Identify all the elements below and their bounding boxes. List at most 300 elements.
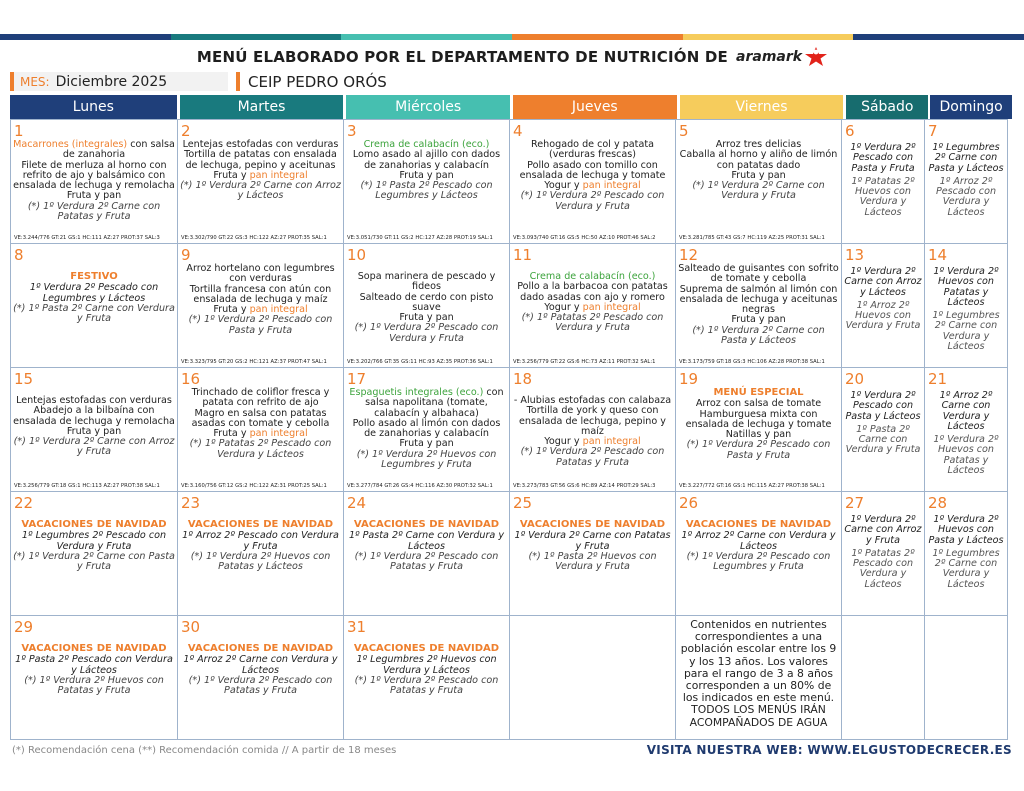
day-cell-15 [10,367,178,492]
day-number: 31 [347,618,367,636]
info-row [10,72,1014,91]
day-cell-8 [10,243,178,368]
day-cell-26 [675,491,842,616]
menu-text: Magro en salsa con patatas asadas con tomate y cebolla [191,407,330,429]
empty-cell [675,615,842,740]
week-row [10,491,1014,616]
menu-text: (*) 1º Verdura 2º Pescado con Pasta y Fruta [188,314,333,336]
menu-line [180,520,341,530]
menu-line [180,655,341,676]
menu-text: Fruta y pan [66,425,122,437]
menu-line [180,150,341,171]
menu-text: Fruta y pan [731,314,786,326]
day-header-sábado: Sábado [846,95,928,119]
day-number: 26 [679,494,699,512]
day-cell-24 [343,491,510,616]
weekend-lunch: 1º Arroz 2º Carne con Verdura y Lácteos [939,390,993,432]
school-field [236,72,1014,91]
top-color-segment [171,34,342,40]
menu-text: Yogur y [544,180,583,192]
menu-text: Trinchado de coliflor fresca y patata con refrito de ajo [191,387,330,409]
pan-integral-text: pan integral [582,436,641,448]
day-number: 17 [347,370,367,388]
menu-line [346,419,507,440]
menu-line [512,520,673,530]
menu-line [180,676,341,697]
day-cell-28 [924,491,1008,616]
weekend-lunch: 1º Verdura 2º Carne con Arroz y Fruta [844,514,922,546]
menu-line [512,406,673,437]
day-number: 6 [845,122,855,140]
menu-line [346,150,507,171]
menu-line [13,531,175,552]
header [0,44,1024,70]
day-number: 16 [181,370,201,388]
menu-line [13,644,175,654]
menu-line [346,531,507,552]
menu-line [180,409,341,430]
menu-line [678,150,839,171]
menu-text: VACACIONES DE NAVIDAD [519,519,666,530]
menu-text: Yogur y [544,301,583,313]
day-number: 14 [928,246,948,264]
day-number: 13 [845,246,865,264]
menu-line [346,644,507,654]
menu-text: MENÚ ESPECIAL [713,387,804,398]
day-number: 25 [513,494,533,512]
menu-line [346,520,507,530]
day-cell-9 [177,243,344,368]
day-number: 3 [347,122,357,140]
week-row [10,615,1014,740]
day-cell-21 [924,367,1008,492]
menu-text: VACACIONES DE NAVIDAD [685,519,832,530]
empty-cell [509,615,676,740]
day-cell-31 [343,615,510,740]
empty-cell [841,615,925,740]
day-cell-29 [10,615,178,740]
day-number: 28 [928,494,948,512]
day-number: 21 [928,370,948,388]
menu-line [180,285,341,306]
month-value: Diciembre 2025 [55,73,168,90]
menu-line [180,315,341,336]
menu-line [512,447,673,468]
weekend-menu [926,515,1006,590]
day-number: 29 [14,618,34,636]
day-cell-13 [841,243,925,368]
menu-line [180,531,341,552]
nutrition-values: VE:3.273/783 GT:56 GS:6 HC:89 AZ:14 PROT:29 SAL:3 [513,483,656,489]
aramark-star-icon [805,47,827,67]
menu-line [13,520,175,530]
menu-text: Tortilla francesa con atún con ensalada de lechuga y maíz [189,283,332,305]
weekend-menu [843,515,923,590]
menu-text-suffix: con salsa de zanahoria [62,139,175,161]
menu-text: Salteado de cerdo con pisto suave [359,291,494,313]
menu-line [512,191,673,212]
menu-text: (*) 1º Verdura 2º Pescado con Pasta y Fruta [686,439,831,461]
top-color-segment [853,34,1024,40]
nutrition-values: VE:3.051/730 GT:11 GS:2 HC:127 AZ:28 PROT:19 SAL:1 [347,235,493,241]
menu-text: VACACIONES DE NAVIDAD [21,519,167,530]
day-number: 22 [14,494,34,512]
menu-line [678,264,839,285]
day-number: 7 [928,122,938,140]
menu-text: Fruta y [213,428,250,440]
menu-content [346,644,507,696]
menu-text: (*) 1º Patatas 2º Pescado con Verdura y Lácteos [189,438,332,460]
day-cell-3 [343,119,510,244]
day-cell-14 [924,243,1008,368]
top-color-segment [341,34,512,40]
day-cell-2 [177,119,344,244]
menu-text: (*) 1º Verdura 2º Carne con Arroz y Lácteos [180,180,341,202]
day-header-martes: Martes [180,95,344,119]
menu-line [13,552,175,573]
nutrition-values: VE:3.323/795 GT:20 GS:2 HC:121 AZ:37 PROT:47 SAL:1 [181,359,327,365]
menu-text: Fruta y pan [731,169,786,181]
menu-text: Fruta y pan [399,169,454,181]
weekend-lunch: 1º Verdura 2º Pescado con Pasta y Lácteos [845,390,921,422]
weekend-menu [843,391,923,456]
menu-text: (*) 1º Verdura 2º Pescado con Patatas y Fruta [354,550,499,573]
day-number: 19 [679,370,699,388]
menu-content [678,140,839,202]
menu-content [346,388,507,470]
menu-line [346,655,507,676]
menu-content [13,520,175,572]
menu-line [346,450,507,471]
menu-text: (*) 1º Verdura 2º Pescado con Patatas y Fruta [520,446,665,468]
menu-content [346,520,507,572]
menu-text: Abadejo a la bilbaína con ensalada de lechuga y remolacha [13,405,175,427]
menu-text: 1º Legumbres 2º Pescado con Verdura y Fruta [21,530,167,552]
menu-line [678,285,839,316]
menu-text: Fruta y pan [399,438,454,450]
menu-line [512,531,673,552]
menu-text: Pollo asado con tomillo con ensalada de lechuga y tomate [519,159,666,181]
day-cell-10 [343,243,510,368]
day-header-domingo: Domingo [930,95,1012,119]
website-link[interactable]: VISITA NUESTRA WEB: WWW.ELGUSTODECRECER.ES [646,743,1012,757]
menu-text: VACACIONES DE NAVIDAD [353,519,500,530]
menu-text: Macarrones (integrales) [13,139,128,150]
menu-text: - Alubias estofadas con calabaza [513,395,672,406]
menu-line [13,304,175,325]
menu-text: Caballa al horno y aliño de limón con patatas dado [679,149,838,171]
menu-text: Espaguetis integrales (eco.) [349,387,484,398]
menu-line [512,552,673,573]
menu-line [346,272,507,293]
menu-text: Pollo asado al limón con dados de zanahorias y calabacín [352,417,501,440]
menu-text: Pollo a la barbacoa con patatas dado asadas con ajo y romero [517,281,668,303]
menu-text: Salteado de guisantes con sofrito de tomate y cebolla [678,263,839,285]
menu-line [13,676,175,697]
menu-text: FESTIVO [70,271,118,282]
menu-text: VACACIONES DE NAVIDAD [187,643,334,654]
weekend-lunch: 1º Verdura 2º Carne con Arroz y Lácteos [844,266,922,298]
menu-line [678,181,839,202]
footer-legend: (*) Recomendación cena (**) Recomendación comida // A partir de 18 meses [12,745,397,756]
day-number: 4 [513,122,523,140]
day-cell-17 [343,367,510,492]
menu-text: (*) 1º Verdura 2º Pescado con Patatas y Fruta [188,674,333,697]
menu-text: Fruta y [213,169,250,181]
menu-text: Crema de calabacín (eco.) [363,139,490,150]
menu-text: VACACIONES DE NAVIDAD [353,643,500,654]
day-cell-23 [177,491,344,616]
day-cell-27 [841,491,925,616]
menu-content [512,140,673,212]
menu-text: Rehogado de col y patata (verduras frescas) [531,139,654,161]
pan-integral-text: pan integral [582,180,641,192]
weekend-dinner: 1º Pasta 2º Carne con Verdura y Fruta [845,423,921,456]
menu-text: 1º Arroz 2º Carne con Verdura y Lácteos [183,654,338,676]
menu-text: (*) 1º Verdura 2º Huevos con Patatas y Lácteos [190,550,331,573]
menu-content [346,272,507,344]
menu-text: Tortilla de patatas con ensalada de lechuga, pepino y aceitunas [184,149,337,171]
menu-text: 1º Pasta 2º Pescado con Verdura y Lácteos [15,654,173,676]
month-label: MES: [20,74,50,89]
menu-content [180,264,341,336]
menu-line [346,552,507,573]
top-color-segment [512,34,683,40]
nutrition-values: VE:3.256/779 GT:22 GS:6 HC:73 AZ:11 PROT:32 SAL:1 [513,359,656,365]
menu-line [180,644,341,654]
day-number: 30 [181,618,201,636]
day-number: 24 [347,494,367,512]
weekend-dinner: 1º Patatas 2º Pescado con Verdura y Lácteos [851,547,915,590]
menu-text: 1º Arroz 2º Pescado con Verdura y Fruta [182,530,339,552]
top-color-segment [0,34,171,40]
menu-line [13,437,175,458]
day-cell-11 [509,243,676,368]
menu-content [180,140,341,202]
day-header-viernes: Viernes [680,95,844,119]
day-number: 1 [14,122,24,140]
menu-text: (*) 1º Verdura 2º Huevos con Patatas y Fruta [24,674,164,697]
day-number: 5 [679,122,689,140]
day-cell-22 [10,491,178,616]
weekend-menu [926,143,1006,218]
menu-text: Lentejas estofadas con verduras [182,139,339,150]
pan-integral-text: pan integral [249,304,308,316]
school-name: CEIP PEDRO ORÓS [248,72,387,91]
nutrition-values: VE:3.244/776 GT:21 GS:1 HC:111 AZ:27 PROT:37 SAL:3 [14,235,160,241]
menu-line [512,161,673,182]
menu-line [13,161,175,192]
menu-text: (*) 1º Verdura 2º Pescado con Legumbres y Fruta [686,550,831,573]
menu-text: Sopa marinera de pescado y fideos [357,271,496,293]
menu-content [180,520,341,572]
day-number: 2 [181,122,191,140]
menu-line [180,181,341,202]
menu-text: VACACIONES DE NAVIDAD [21,643,167,654]
menu-line [13,272,175,282]
menu-line [678,410,839,431]
nutrition-values: VE:3.277/784 GT:26 GS:4 HC:116 AZ:30 PROT:32 SAL:1 [347,483,493,489]
day-number: 11 [513,246,533,264]
nutrition-values: VE:3.281/785 GT:43 GS:7 HC:119 AZ:25 PROT:31 SAL:1 [679,235,825,241]
nutrition-values: VE:3.093/740 GT:16 GS:5 HC:50 AZ:10 PROT:46 SAL:2 [513,235,656,241]
page-title: MENÚ ELABORADO POR EL DEPARTAMENTO DE NUTRICIÓN DE [196,48,729,66]
weekend-dinner: 1º Arroz 2º Pescado con Verdura y Lácteos [935,175,997,218]
weekend-menu [843,143,923,218]
menu-line [346,293,507,314]
menu-text: (*) 1º Verdura 2º Pescado con Verdura y Fruta [520,190,665,212]
day-cell-1 [10,119,178,244]
menu-text: Fruta y pan [399,312,454,324]
menu-line [346,388,507,419]
day-number: 8 [14,246,24,264]
nutrition-values: VE:3.302/790 GT:22 GS:3 HC:122 AZ:27 PROT:35 SAL:1 [181,235,327,241]
day-number: 10 [347,246,367,264]
menu-line [346,181,507,202]
day-header-jueves: Jueves [513,95,677,119]
menu-text: Arroz con salsa de tomate [695,398,822,410]
menu-line [678,552,839,573]
day-cell-25 [509,491,676,616]
menu-line [180,439,341,460]
menu-text: (*) 1º Verdura 2º Pescado con Verdura y Fruta [354,322,499,344]
pan-integral-text: pan integral [582,301,641,313]
menu-line [678,531,839,552]
menu-text: 1º Legumbres 2º Huevos con Verdura y Lácteos [356,654,497,676]
day-number: 23 [181,494,201,512]
day-cell-18 [509,367,676,492]
menu-line [13,283,175,304]
menu-content [180,388,341,460]
week-row [10,119,1014,244]
menu-text: 1º Arroz 2º Carne con Verdura y Lácteos [681,530,836,552]
menu-text-suffix: con salsa napolitana (tomate, calabacín y albahaca) [365,387,504,419]
menu-text: Tortilla de york y queso con ensalada de lechuga, pepino y maíz [519,405,666,437]
day-cell-6 [841,119,925,244]
day-number: 15 [14,370,34,388]
menu-line [180,552,341,573]
weekend-dinner: 1º Patatas 2º Huevos con Verdura y Lácteos [851,175,915,218]
menu-text: Filete de merluza al horno con refrito de ajo y balsámico con ensalada de lechuga y remolacha [13,159,175,192]
day-cell-19 [675,367,842,492]
weekend-dinner: 1º Arroz 2º Huevos con Verdura y Fruta [845,299,921,332]
menu-text: Yogur y [544,436,583,448]
day-cell-12 [675,243,842,368]
menu-text: (*) 1º Pasta 2º Pescado con Legumbres y Lácteos [360,180,493,202]
weekend-lunch: 1º Verdura 2º Huevos con Patatas y Lácteos [933,266,999,308]
menu-line [180,264,341,285]
day-number: 12 [679,246,699,264]
menu-text: Crema de calabacín (eco.) [529,271,656,282]
menu-content [512,520,673,572]
menu-content [678,388,839,461]
menu-content [512,272,673,334]
empty-cell [924,615,1008,740]
weekend-dinner: 1º Verdura 2º Huevos con Patatas y Lácteos [933,434,999,477]
menu-text: Hamburguesa mixta con ensalada de lechuga y tomate [685,408,832,430]
menu-line [346,676,507,697]
day-number: 20 [845,370,865,388]
weekend-lunch: 1º Legumbres 2º Carne con Pasta y Lácteos [928,142,1004,174]
day-cell-5 [675,119,842,244]
weekday-header-row [10,95,1014,119]
menu-text: (*) 1º Verdura 2º Carne con Verdura y Fruta [692,180,825,202]
menu-text: Natillas y pan [725,429,792,441]
menu-line [678,440,839,461]
weekend-lunch: 1º Verdura 2º Huevos con Pasta y Lácteos [928,514,1004,546]
menu-line [13,202,175,223]
calendar-grid [10,119,1014,742]
pan-integral-text: pan integral [249,169,308,181]
nutrition-values: VE:3.227/772 GT:16 GS:1 HC:115 AZ:27 PROT:38 SAL:1 [679,483,825,489]
menu-text: 1º Verdura 2º Carne con Patatas y Fruta [514,530,671,552]
weekend-menu [926,391,1006,476]
menu-text: (*) 1º Verdura 2º Pescado con Patatas y Fruta [354,674,499,697]
month-field [10,72,228,91]
menu-content [180,644,341,696]
aramark-logo [736,47,827,67]
menu-line [13,140,175,161]
day-header-miércoles: Miércoles [346,95,510,119]
nutrition-values: VE:3.202/766 GT:35 GS:11 HC:93 AZ:35 PROT:36 SAL:1 [347,359,493,365]
weekend-dinner: 1º Legumbres 2º Carne con Verdura y Lácteos [932,310,1000,353]
menu-text: Lomo asado al ajillo con dados de zanahorias y calabacín [352,149,501,171]
logo-text: aramark [736,49,803,65]
nutrition-note: Contenidos en nutrientes correspondientes a una población escolar entre los 9 y los 13 años. Los valores para el rango de 3 a 8 años corresponden a un 80% de los indicados en este menú. TODOS LOS MENÚS IRÁN ACOMPAÑADOS DE AGUA [680,618,837,729]
day-cell-7 [924,119,1008,244]
weekend-menu [843,267,923,332]
menu-text: Fruta y [213,304,250,316]
day-cell-16 [177,367,344,492]
menu-line [678,520,839,530]
nutrition-values: VE:3.160/756 GT:12 GS:2 HC:122 AZ:31 PROT:25 SAL:1 [181,483,327,489]
weekend-lunch: 1º Verdura 2º Pescado con Pasta y Fruta [850,142,916,174]
menu-text: (*) 1º Pasta 2º Huevos con Verdura y Fruta [528,550,657,573]
top-color-segment [683,34,854,40]
menu-text: Suprema de salmón al limón con ensalada de lechuga y aceitunas negras [679,283,838,316]
menu-line [180,388,341,409]
menu-content [512,396,673,468]
menu-content [678,264,839,346]
day-number: 9 [181,246,191,264]
weekend-menu [926,267,1006,352]
menu-text: (*) 1º Patatas 2º Pescado con Verdura y Fruta [521,312,664,334]
nutrition-values: VE:3.256/779 GT:18 GS:1 HC:113 AZ:27 PROT:38 SAL:1 [14,483,160,489]
menu-content [678,520,839,572]
menu-text: (*) 1º Verdura 2º Huevos con Legumbres y Fruta [356,448,497,471]
menu-line [678,326,839,347]
menu-text: Lentejas estofadas con verduras [16,395,172,406]
menu-content [13,396,175,458]
menu-text: VACACIONES DE NAVIDAD [187,519,334,530]
menu-text: Arroz hortelano con legumbres con verduras [186,263,335,285]
menu-text: 1º Pasta 2º Carne con Verdura y Lácteos [348,530,505,552]
menu-content [13,140,175,222]
menu-line [512,282,673,303]
day-number: 27 [845,494,865,512]
day-cell-4 [509,119,676,244]
menu-line [512,140,673,161]
day-cell-30 [177,615,344,740]
menu-text: (*) 1º Pasta 2º Carne con Verdura y Fruta [13,302,175,325]
menu-line [13,406,175,427]
day-number: 18 [513,370,533,388]
menu-text: 1º Verdura 2º Pescado con Legumbres y Lácteos [29,282,159,304]
weekend-dinner: 1º Legumbres 2º Carne con Verdura y Lácteos [932,547,1000,590]
top-color-bar [0,34,1024,40]
menu-text: Arroz tres delicias [715,139,802,150]
pan-integral-text: pan integral [249,428,308,440]
